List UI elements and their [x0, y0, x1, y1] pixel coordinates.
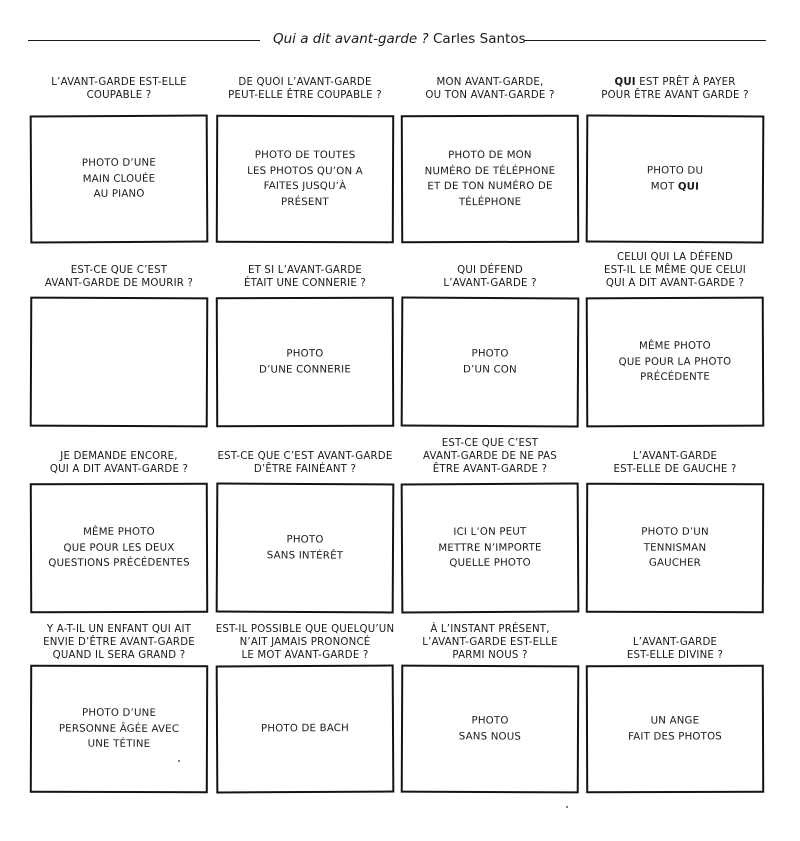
- caption-line: FAITES JUSQU’À: [263, 180, 347, 193]
- photo-frame: [30, 483, 208, 614]
- photo-frame: [30, 665, 208, 794]
- caption-line: UNE TÉTINE: [87, 738, 151, 750]
- question-line: AVANT-GARDE DE NE PAS: [423, 451, 557, 462]
- caption-line: PHOTO D’UNE: [81, 157, 156, 169]
- caption-line: PHOTO D’UNE: [81, 707, 157, 719]
- caption-line: D’UN CON: [463, 363, 517, 376]
- caption-line: UN ANGE: [650, 715, 700, 727]
- photo-caption: [32, 362, 206, 363]
- question-text: [213, 450, 397, 476]
- caption-line: PERSONNE ÂGÉE AVEC: [58, 723, 180, 735]
- caption-line: TENNISMAN: [643, 542, 707, 554]
- photo-caption: [32, 705, 206, 752]
- question-text: [583, 251, 767, 290]
- caption-line: MAIN CLOUÉE: [82, 173, 156, 185]
- question-line: MON AVANT-GARDE,: [436, 77, 544, 88]
- question-text: [27, 76, 211, 102]
- question-line: L’AVANT-GARDE EST-ELLE: [422, 637, 558, 648]
- caption-line: GAUCHER: [648, 557, 701, 569]
- speck: [178, 760, 180, 762]
- caption-line: QUESTIONS PRÉCÉDENTES: [48, 557, 190, 569]
- question-line: PARMI NOUS ?: [452, 650, 528, 661]
- photo-caption: [588, 524, 762, 571]
- photo-frame: [30, 297, 209, 428]
- caption-line: NUMÉRO DE TÉLÉPHONE: [424, 165, 556, 177]
- question-line: Y A-T-IL UN ENFANT QUI AIT: [46, 624, 192, 635]
- question-line: N’AIT JAMAIS PRONONCÉ: [239, 637, 371, 648]
- caption-line: PHOTO D’UN: [641, 526, 709, 538]
- caption-line: PHOTO DE TOUTES: [254, 149, 356, 162]
- question-line: À L’INSTANT PRÉSENT,: [430, 624, 550, 635]
- photo-frame: [586, 115, 765, 244]
- caption-line: AU PIANO: [93, 188, 145, 200]
- question-line: EST-CE QUE C’EST: [70, 265, 168, 276]
- author-name: Carles Santos: [433, 31, 526, 47]
- caption-line: SANS NOUS: [458, 730, 522, 743]
- caption-line: MÊME PHOTO: [83, 526, 155, 538]
- question-line: QUI DÉFEND: [457, 265, 523, 276]
- question-text: [583, 636, 767, 662]
- caption-line: LES PHOTOS QU’ON A: [247, 165, 363, 177]
- question-text: [27, 623, 211, 662]
- photo-frame: [216, 297, 394, 428]
- caption-line: PHOTO DE MON: [448, 149, 532, 162]
- photo-frame: [216, 115, 394, 244]
- photo-frame: [216, 665, 395, 794]
- question-line: PEUT-ELLE ÊTRE COUPABLE ?: [228, 90, 382, 101]
- question-line: POUR ÊTRE AVANT GARDE ?: [601, 90, 749, 101]
- photo-caption: [218, 721, 392, 737]
- question-line: EST PRÊT À PAYER: [635, 77, 736, 88]
- caption-line: MOT: [650, 180, 678, 193]
- question-line: ENVIE D’ÊTRE AVANT-GARDE: [43, 637, 195, 648]
- photo-caption: [218, 346, 392, 378]
- caption-line: QUE POUR LES DEUX: [63, 542, 175, 554]
- caption-line: PRÉCÉDENTE: [640, 371, 710, 383]
- question-line: EST-CE QUE C’EST AVANT-GARDE: [217, 451, 393, 462]
- caption-line: TÉLÉPHONE: [458, 196, 522, 208]
- question-line: QUI A DIT AVANT-GARDE ?: [49, 464, 189, 475]
- question-line: L’AVANT-GARDE ?: [443, 278, 537, 289]
- question-line: DE QUOI L’AVANT-GARDE: [238, 77, 372, 88]
- question-line: OU TON AVANT-GARDE ?: [425, 90, 555, 101]
- caption-line: QUELLE PHOTO: [449, 557, 531, 569]
- caption-line: PHOTO DE BACH: [260, 723, 350, 735]
- question-line: ET SI L’AVANT-GARDE: [247, 265, 363, 276]
- caption-emphasis: QUI: [677, 181, 700, 193]
- caption-line: FAIT DES PHOTOS: [628, 730, 722, 743]
- question-text: [213, 76, 397, 102]
- photo-frame: [401, 115, 579, 244]
- question-text: [213, 264, 397, 290]
- photo-frame: [586, 297, 765, 428]
- caption-line: METTRE N’IMPORTE: [438, 541, 542, 554]
- caption-line: ICI L’ON PEUT: [453, 526, 527, 538]
- photo-caption: [32, 524, 206, 571]
- photo-caption: [32, 155, 206, 202]
- caption-line: ET DE TON NUMÉRO DE: [427, 180, 553, 193]
- question-text: [398, 623, 582, 662]
- photo-frame: [216, 483, 395, 614]
- question-text: [583, 450, 767, 476]
- photo-frame: [586, 665, 764, 794]
- question-line: COUPABLE ?: [86, 90, 152, 101]
- caption-line: PHOTO DU: [646, 165, 704, 177]
- photo-frame: [586, 483, 764, 614]
- photo-frame: [401, 297, 580, 428]
- photo-caption: [588, 163, 762, 195]
- caption-line: PRÉSENT: [280, 196, 329, 208]
- question-line: QUI A DIT AVANT-GARDE ?: [605, 278, 745, 289]
- question-text: [398, 76, 582, 102]
- question-line: EST-IL LE MÊME QUE CELUI: [604, 265, 746, 276]
- question-line: JE DEMANDE ENCORE,: [60, 451, 178, 462]
- question-line: LE MOT AVANT-GARDE ?: [241, 650, 369, 661]
- caption-line: D’UNE CONNERIE: [259, 363, 352, 376]
- photo-caption: [588, 713, 762, 745]
- photo-frame: [401, 483, 580, 614]
- photo-caption: [588, 338, 762, 385]
- question-text: [398, 264, 582, 290]
- caption-line: SANS INTÉRÊT: [266, 549, 344, 562]
- photo-caption: [403, 148, 577, 211]
- photo-caption: [403, 524, 577, 571]
- photo-caption: [403, 713, 577, 745]
- caption-line: PHOTO: [286, 534, 324, 546]
- speck: [566, 806, 568, 808]
- caption-line: QUE POUR LA PHOTO: [618, 356, 732, 368]
- question-text: [398, 437, 582, 476]
- caption-line: PHOTO: [471, 715, 509, 727]
- caption-line: MÊME PHOTO: [639, 340, 711, 352]
- question-line: EST-CE QUE C’EST: [441, 438, 539, 449]
- photo-caption: [218, 148, 392, 211]
- photo-frame: [401, 665, 580, 794]
- caption-line: PHOTO: [286, 348, 324, 360]
- question-text: [583, 76, 767, 102]
- question-line: D’ÊTRE FAINÉANT ?: [253, 464, 357, 475]
- question-line: ÊTRE AVANT-GARDE ?: [432, 464, 548, 475]
- question-line: CELUI QUI LA DÉFEND: [616, 252, 734, 263]
- photo-caption: [403, 346, 577, 378]
- question-text: [213, 623, 397, 662]
- question-line: QUAND IL SERA GRAND ?: [52, 650, 186, 661]
- question-text: [27, 264, 211, 290]
- question-line: L’AVANT-GARDE: [632, 451, 718, 462]
- question-line: AVANT-GARDE DE MOURIR ?: [44, 278, 194, 289]
- caption-line: PHOTO: [471, 348, 509, 360]
- page-title: Qui a dit avant-garde ?: [273, 31, 429, 47]
- question-emphasis: QUI: [614, 77, 636, 88]
- question-line: EST-ELLE DE GAUCHE ?: [613, 464, 737, 475]
- photo-frame: [30, 115, 209, 244]
- question-line: EST-ELLE DIVINE ?: [626, 650, 724, 661]
- question-line: L’AVANT-GARDE EST-ELLE: [51, 77, 187, 88]
- question-line: ÉTAIT UNE CONNERIE ?: [243, 278, 367, 289]
- photo-caption: [218, 532, 392, 564]
- question-line: EST-IL POSSIBLE QUE QUELQU’UN: [215, 624, 395, 635]
- question-text: [27, 450, 211, 476]
- question-line: L’AVANT-GARDE: [632, 637, 718, 648]
